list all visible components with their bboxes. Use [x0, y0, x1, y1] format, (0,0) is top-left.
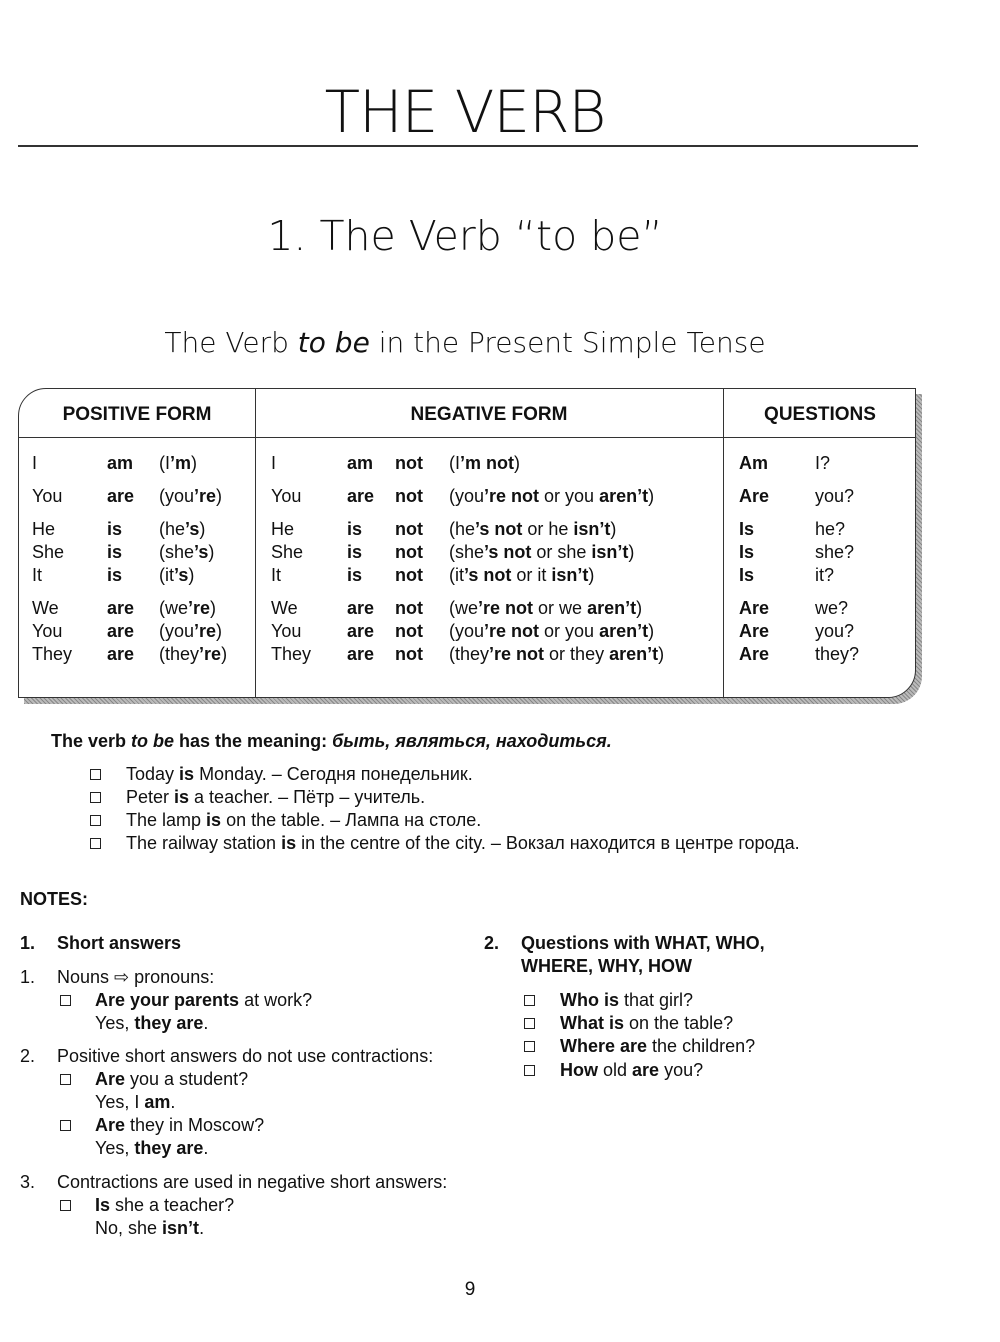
table-column-divider	[723, 389, 724, 697]
cell-negative-verb: are	[347, 644, 375, 664]
cell-negative-verb: am	[347, 453, 374, 473]
cell-question-verb: Is	[739, 542, 755, 562]
cell-positive-verb: is	[107, 565, 123, 585]
note-item-text: Nouns ⇨ pronouns:	[57, 967, 215, 987]
cell-positive-pronoun: He	[32, 519, 56, 539]
cell-question-verb: Are	[739, 598, 770, 618]
checkbox-bullet-icon	[90, 838, 101, 849]
cell-positive-contraction: (you’re)	[159, 486, 223, 506]
cell-negative-not: not	[395, 598, 423, 618]
meaning-heading: The verb to be has the meaning: быть, являться, находиться.	[51, 731, 612, 751]
checkbox-bullet-icon	[524, 1065, 535, 1076]
cell-negative-not: not	[395, 519, 423, 539]
cell-question-pronoun: we?	[815, 598, 849, 618]
checkbox-bullet-icon	[90, 815, 101, 826]
table-column-divider	[255, 389, 256, 697]
cell-negative-pronoun: It	[271, 565, 282, 585]
cell-positive-verb: is	[107, 542, 123, 562]
verb-table	[18, 388, 916, 698]
example-sentence: Today is Monday. – Сегодня понедельник.	[126, 764, 473, 784]
chapter-title: THE VERB	[324, 78, 606, 146]
cell-negative-pronoun: You	[271, 621, 302, 641]
cell-negative-not: not	[395, 453, 423, 473]
questions-title: WHERE, WHY, HOW	[521, 956, 692, 976]
question-example: What is on the table?	[560, 1013, 734, 1033]
cell-negative-pronoun: She	[271, 542, 304, 562]
note-item-text: Contractions are used in negative short answers:	[57, 1172, 448, 1192]
notes-heading: NOTES:	[20, 889, 89, 909]
cell-positive-verb: are	[107, 644, 135, 664]
example-answer: Yes, they are.	[95, 1138, 209, 1158]
note-item-number: 3.	[20, 1172, 36, 1192]
example-question: Are you a student?	[95, 1069, 249, 1089]
page-number: 9	[464, 1279, 476, 1300]
cell-negative-not: not	[395, 486, 423, 506]
cell-question-pronoun: he?	[815, 519, 846, 539]
cell-positive-pronoun: I	[32, 453, 38, 473]
questions-title: Questions with WHAT, WHO,	[521, 933, 765, 953]
note-item-number: 2.	[20, 1046, 36, 1066]
note-item-text: Positive short answers do not use contractions:	[57, 1046, 434, 1066]
checkbox-bullet-icon	[60, 1120, 71, 1131]
cell-negative-contraction: (you’re not or you aren’t)	[449, 486, 655, 506]
cell-negative-contraction: (it’s not or it isn’t)	[449, 565, 595, 585]
section-title: 1. The Verb “to be”	[267, 212, 663, 260]
cell-negative-contraction: (we’re not or we aren’t)	[449, 598, 643, 618]
cell-negative-verb: is	[347, 565, 363, 585]
cell-negative-not: not	[395, 542, 423, 562]
cell-question-pronoun: I?	[815, 453, 831, 473]
cell-question-verb: Am	[739, 453, 769, 473]
cell-negative-contraction: (I’m not)	[449, 453, 520, 473]
cell-question-verb: Are	[739, 486, 770, 506]
cell-negative-verb: are	[347, 598, 375, 618]
cell-positive-contraction: (it’s)	[159, 565, 195, 585]
question-example: Where are the children?	[560, 1036, 756, 1056]
cell-negative-verb: are	[347, 621, 375, 641]
example-sentence: The railway station is in the centre of the city. – Вокзал находится в центре города.	[126, 833, 800, 853]
cell-negative-pronoun: They	[271, 644, 312, 664]
cell-positive-contraction: (I’m)	[159, 453, 198, 473]
question-example: Who is that girl?	[560, 990, 694, 1010]
cell-positive-contraction: (he’s)	[159, 519, 206, 539]
cell-negative-contraction: (they’re not or they aren’t)	[449, 644, 665, 664]
cell-question-pronoun: she?	[815, 542, 855, 562]
checkbox-bullet-icon	[60, 995, 71, 1006]
checkbox-bullet-icon	[524, 1018, 535, 1029]
arrow-right-icon: ⇨	[114, 967, 130, 987]
cell-negative-pronoun: He	[271, 519, 295, 539]
cell-positive-pronoun: You	[32, 621, 63, 641]
cell-positive-verb: is	[107, 519, 123, 539]
example-answer: Yes, I am.	[95, 1092, 176, 1112]
title-divider	[18, 145, 918, 147]
cell-negative-pronoun: I	[271, 453, 277, 473]
cell-negative-not: not	[395, 644, 423, 664]
cell-question-verb: Are	[739, 644, 770, 664]
example-question: Are your parents at work?	[95, 990, 313, 1010]
checkbox-bullet-icon	[60, 1200, 71, 1211]
cell-positive-pronoun: We	[32, 598, 59, 618]
cell-positive-contraction: (they’re)	[159, 644, 228, 664]
cell-negative-pronoun: We	[271, 598, 298, 618]
checkbox-bullet-icon	[90, 769, 101, 780]
cell-negative-contraction: (you’re not or you aren’t)	[449, 621, 655, 641]
table-caption: The Verb to be in the Present Simple Tense	[164, 326, 766, 359]
example-sentence: The lamp is on the table. – Лампа на столе.	[126, 810, 482, 830]
cell-question-pronoun: it?	[815, 565, 835, 585]
cell-question-pronoun: you?	[815, 486, 855, 506]
cell-positive-verb: are	[107, 486, 135, 506]
cell-positive-pronoun: She	[32, 542, 65, 562]
cell-negative-not: not	[395, 565, 423, 585]
cell-negative-contraction: (he’s not or he isn’t)	[449, 519, 617, 539]
example-question: Are they in Moscow?	[95, 1115, 265, 1135]
header-negative-form: NEGATIVE FORM	[410, 404, 568, 425]
cell-negative-pronoun: You	[271, 486, 302, 506]
cell-negative-not: not	[395, 621, 423, 641]
cell-positive-contraction: (she’s)	[159, 542, 215, 562]
cell-negative-verb: is	[347, 519, 363, 539]
cell-negative-verb: is	[347, 542, 363, 562]
example-question: Is she a teacher?	[95, 1195, 235, 1215]
cell-positive-pronoun: It	[32, 565, 43, 585]
cell-positive-contraction: (you’re)	[159, 621, 223, 641]
cell-question-verb: Is	[739, 565, 755, 585]
short-answers-number: 1.	[20, 933, 36, 953]
cell-positive-contraction: (we’re)	[159, 598, 217, 618]
cell-positive-verb: am	[107, 453, 134, 473]
cell-positive-pronoun: They	[32, 644, 73, 664]
cell-negative-contraction: (she’s not or she isn’t)	[449, 542, 635, 562]
cell-positive-verb: are	[107, 598, 135, 618]
questions-number: 2.	[484, 933, 500, 953]
example-answer: Yes, they are.	[95, 1013, 209, 1033]
cell-positive-pronoun: You	[32, 486, 63, 506]
note-item-number: 1.	[20, 967, 36, 987]
example-sentence: Peter is a teacher. – Пётр – учитель.	[126, 787, 426, 807]
checkbox-bullet-icon	[90, 792, 101, 803]
header-positive-form: POSITIVE FORM	[62, 404, 212, 425]
checkbox-bullet-icon	[60, 1074, 71, 1085]
cell-question-verb: Is	[739, 519, 755, 539]
example-answer: No, she isn’t.	[95, 1218, 205, 1238]
checkbox-bullet-icon	[524, 1041, 535, 1052]
table-header-divider	[19, 437, 915, 438]
cell-question-pronoun: you?	[815, 621, 855, 641]
header-questions: QUESTIONS	[764, 404, 876, 425]
cell-question-verb: Are	[739, 621, 770, 641]
cell-negative-verb: are	[347, 486, 375, 506]
checkbox-bullet-icon	[524, 995, 535, 1006]
cell-positive-verb: are	[107, 621, 135, 641]
cell-question-pronoun: they?	[815, 644, 860, 664]
question-example: How old are you?	[560, 1060, 704, 1080]
short-answers-title: Short answers	[57, 933, 182, 953]
